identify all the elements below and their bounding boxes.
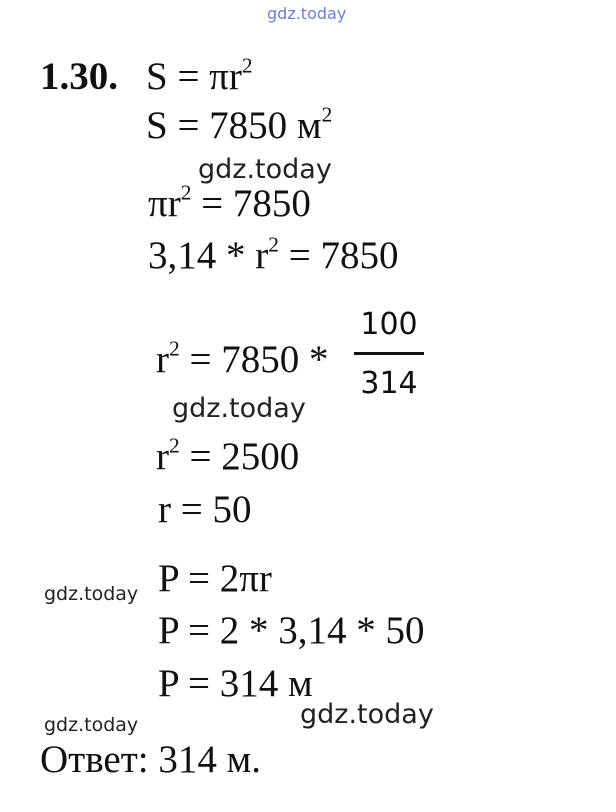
problem-number: 1.30. — [40, 55, 118, 98]
equation-pi-r-squared — [148, 180, 311, 225]
given-area-exponent: 2 — [321, 102, 333, 127]
watermark-1: gdz.today — [198, 154, 332, 185]
given-area-main: S = 7850 м — [146, 104, 322, 147]
watermark-2: gdz.today — [172, 393, 306, 424]
fraction-denominator: 314 — [360, 366, 418, 401]
perimeter-result: P = 314 м — [158, 662, 313, 705]
answer-line: Ответ: 314 м. — [40, 738, 262, 781]
equation-fraction — [156, 336, 329, 381]
watermark-5: gdz.today — [44, 714, 139, 736]
formula-area-exponent: 2 — [241, 53, 253, 78]
equation-fraction-exponent: 2 — [169, 336, 180, 361]
equation-substituted-left: 3,14 * r — [148, 234, 269, 277]
watermark-3: gdz.today — [44, 583, 139, 605]
perimeter-substituted: P = 2 * 3,14 * 50 — [158, 609, 425, 652]
formula-area — [146, 53, 253, 98]
fraction-numerator: 100 — [360, 307, 418, 342]
equation-fraction-left: r — [156, 338, 169, 381]
watermark-top: gdz.today — [267, 4, 347, 23]
watermark-4: gdz.today — [300, 699, 434, 730]
fraction-bar — [354, 352, 424, 355]
equation-fraction-right: = 7850 * — [179, 338, 329, 381]
equation-substituted — [148, 232, 399, 277]
equation-radius: r = 50 — [158, 488, 252, 531]
given-area — [146, 102, 333, 147]
equation-r-squared-value — [156, 433, 300, 478]
equation-r-squared-value-left: r — [156, 435, 169, 478]
formula-area-main: S = πr — [146, 55, 242, 98]
formula-perimeter: P = 2πr — [158, 557, 272, 600]
equation-substituted-exponent: 2 — [268, 232, 279, 257]
equation-pi-r-squared-left: πr — [148, 182, 181, 225]
equation-r-squared-value-right: = 2500 — [179, 435, 300, 478]
equation-pi-r-squared-exponent: 2 — [180, 180, 192, 205]
equation-substituted-right: = 7850 — [278, 234, 399, 277]
equation-pi-r-squared-right: = 7850 — [191, 182, 311, 225]
equation-r-squared-value-exponent: 2 — [169, 433, 180, 458]
